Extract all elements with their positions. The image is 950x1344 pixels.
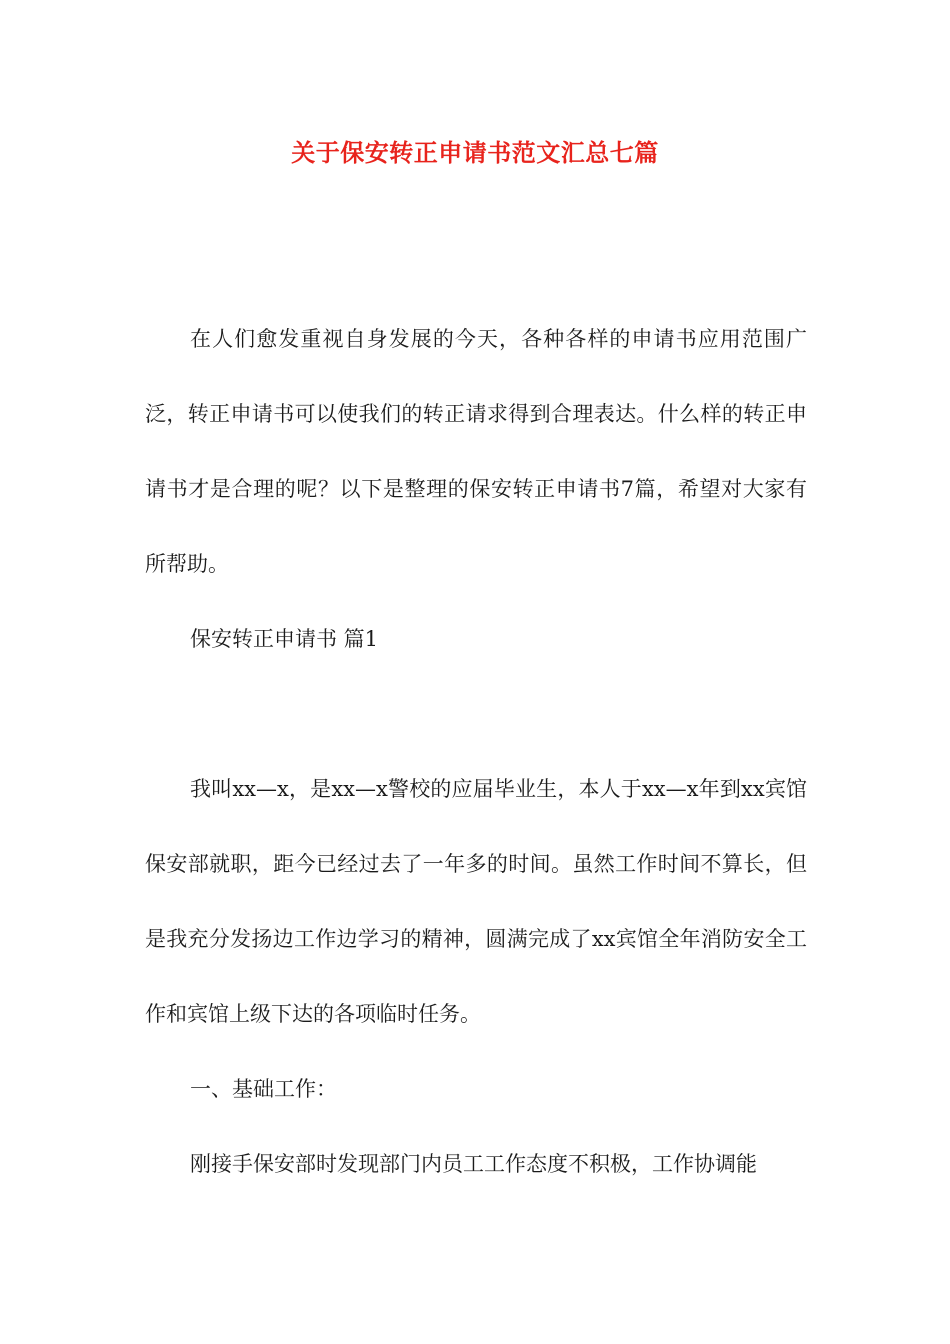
body-paragraph-1: 我叫xx—x，是xx—x警校的应届毕业生，本人于xx—x年到xx宾馆保安部就职，距今已经过去了一年多的时间。虽然工作时间不算长，但是我充分发扬边工作边学习的精神，圆满完成了xx宾馆全年消防安全工作和宾馆上级下达的各项临时任务。	[145, 777, 807, 1026]
intro-paragraph: 在人们愈发重视自身发展的今天，各种各样的申请书应用范围广泛，转正申请书可以使我们的转正请求得到合理表达。什么样的转正申请书才是合理的呢？以下是整理的保安转正申请书7篇，希望对大家有所帮助。	[145, 327, 807, 576]
document-title: 关于保安转正申请书范文汇总七篇	[291, 138, 659, 167]
body-paragraph-2: 刚接手保安部时发现部门内员工工作态度不积极，工作协调能	[190, 1152, 757, 1176]
section-heading: 保安转正申请书 篇1	[190, 627, 379, 651]
subheading-basic-work: 一、基础工作：	[190, 1077, 337, 1101]
